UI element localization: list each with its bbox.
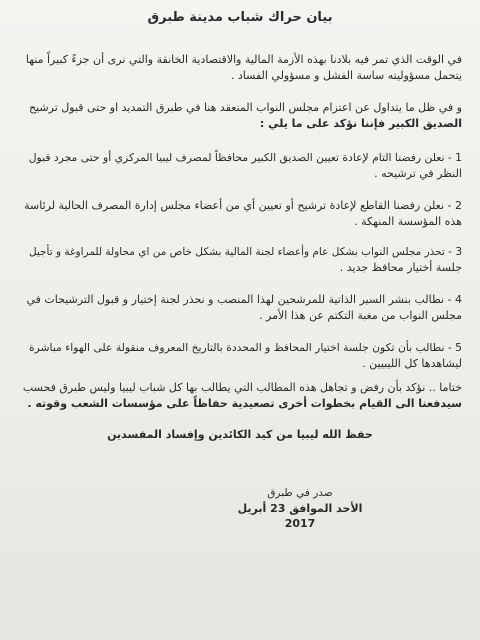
point-5-line-2: ليشاهدها كل الليبيين .	[362, 357, 462, 370]
conclusion-line-1: ختاما .. نؤكد بأن رفض و تجاهل هذه المطالب التي يطالب بها كل شباب ليبيا وليس طبرق فحسب	[22, 381, 462, 394]
point-2	[22, 198, 462, 230]
context-line-2: الصديق الكبير فإننا نؤكد على ما يلي :	[259, 117, 462, 130]
closing-prayer: حفظ الله ليبيا من كيد الكائدين وإفساد المفسدين	[107, 428, 373, 441]
point-5	[22, 340, 462, 372]
point-4-line-2: مجلس النواب من مغبة التكتم عن هذا الأمر .	[259, 309, 462, 322]
issue-block	[230, 486, 370, 531]
point-4	[22, 292, 462, 324]
conclusion-paragraph	[22, 380, 462, 412]
point-1-line-1: 1 - نعلن رفضنا التام لإعادة تعيين الصديق الكبير محافظاً لمصرف ليبيا المركزي أو حتى مجرد قبول	[28, 151, 462, 164]
document-title: بيان حراك شباب مدينة طبرق	[147, 10, 333, 25]
point-5-line-1: 5 - نطالب بأن تكون جلسة اختيار المحافظ و المحددة بالتاريخ المعروف منقولة على الهواء مباشرة	[28, 341, 462, 354]
issue-date: الأحد الموافق 23 أبريل 2017	[237, 502, 363, 530]
point-2-line-2: هذه المؤسسة المنهكة .	[354, 215, 462, 228]
point-3-line-2: جلسة أختيار محافظ جديد .	[339, 261, 462, 274]
point-3	[22, 244, 462, 276]
point-2-line-1: 2 - نعلن رفضنا القاطع لإعادة ترشيح أو تعيين أي من أعضاء مجلس إدارة المصرف الحالية لرئاسة	[24, 199, 462, 212]
point-3-line-1: 3 - تحذر مجلس النواب بشكل عام وأعضاء لجنة المالية بشكل خاص من اي محاولة للمراوغة و تأجيل	[28, 246, 462, 258]
intro-paragraph	[22, 52, 462, 84]
context-paragraph	[22, 100, 462, 132]
intro-line-1: في الوقت الذي تمر فيه بلادنا بهذه الأزمة المالية والاقتصادية الخانقة والتي نرى أن جزءً كبيراً منها	[25, 53, 462, 66]
intro-line-2: يتحمل مسؤوليته ساسة الفشل و مسؤولي الفساد .	[230, 69, 462, 82]
issue-place: صدر في طبرق	[267, 487, 333, 499]
point-4-line-1: 4 - نطالب بنشر السير الذاتية للمرشحين لهذا المنصب و نحذر لجنة إختيار و قبول الترشيحات في	[26, 293, 462, 306]
context-line-1: و في ظل ما يتداول عن اعتزام مجلس النواب المنعقد هنا في طبرق التمديد او حتى قبول ترشيح	[29, 101, 462, 114]
point-1	[22, 150, 462, 182]
conclusion-line-2: سيدفعنا الى القيام بخطوات أخرى تصعيدية حفاظاً على مؤسسات الشعب وقوته .	[27, 397, 462, 410]
point-1-line-2: النظر في ترشيحه .	[374, 167, 462, 180]
